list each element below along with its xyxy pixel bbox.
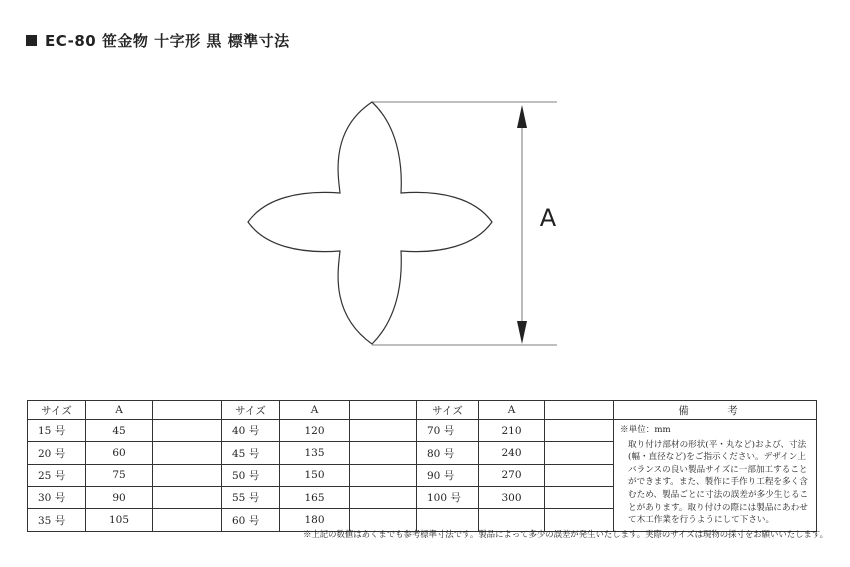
size-cell: 25 号: [28, 464, 86, 486]
blank-cell: [153, 420, 222, 442]
cross-shape-outline: [248, 102, 492, 344]
a-value-cell: 300: [479, 487, 545, 509]
size-cell: 60 号: [222, 509, 280, 531]
size-cell: 15 号: [28, 420, 86, 442]
header-biko: 備 考: [614, 401, 817, 420]
blank-cell: [350, 442, 417, 464]
biko-unit: ※単位：mm: [620, 425, 671, 435]
header-blank: [350, 401, 417, 420]
biko-text: 取り付け部材の形状(平・丸など)および、寸法(幅・直径など)をご指示ください。デザイン上バランスの良い製品サイズに一部加工することができます。また、製作に手作り工程を多く含むため、製品ごとに寸法の誤差が多少生じることがあります。取り付けの際には製品にあわせて木工作業を行うようにして下さい。: [628, 439, 809, 526]
size-cell: 20 号: [28, 442, 86, 464]
header-blank: [153, 401, 222, 420]
dimension-arrow-down-icon: [517, 321, 527, 344]
a-value-cell: 150: [280, 464, 350, 486]
size-cell: 40 号: [222, 420, 280, 442]
a-value-cell: 105: [86, 509, 153, 531]
a-value-cell: 180: [280, 509, 350, 531]
size-cell: 70 号: [417, 420, 479, 442]
blank-cell: [153, 487, 222, 509]
dimension-label: A: [539, 204, 557, 232]
dimension-arrow-up-icon: [517, 105, 527, 128]
size-cell: 55 号: [222, 487, 280, 509]
header-size: サイズ: [28, 401, 86, 420]
blank-cell: [545, 442, 614, 464]
table-header-row: [28, 401, 817, 420]
size-table: [27, 400, 817, 532]
blank-cell: [545, 464, 614, 486]
blank-cell: [153, 509, 222, 531]
a-value-cell: 75: [86, 464, 153, 486]
a-value-cell: 90: [86, 487, 153, 509]
a-value-cell: 240: [479, 442, 545, 464]
header-a: A: [280, 401, 350, 420]
biko-notes: [614, 420, 817, 532]
a-value-cell: 120: [280, 420, 350, 442]
size-cell: 30 号: [28, 487, 86, 509]
size-cell: 90 号: [417, 464, 479, 486]
a-value-cell: 210: [479, 420, 545, 442]
header-size: サイズ: [417, 401, 479, 420]
blank-cell: [350, 464, 417, 486]
header-a: A: [479, 401, 545, 420]
size-cell: 80 号: [417, 442, 479, 464]
a-value-cell: 135: [280, 442, 350, 464]
blank-cell: [350, 420, 417, 442]
table-row: [28, 420, 817, 442]
a-value-cell: 270: [479, 464, 545, 486]
header-a: A: [86, 401, 153, 420]
blank-cell: [153, 442, 222, 464]
size-cell: 100 号: [417, 487, 479, 509]
blank-cell: [350, 487, 417, 509]
size-cell: 50 号: [222, 464, 280, 486]
header-size: サイズ: [222, 401, 280, 420]
header-blank: [545, 401, 614, 420]
blank-cell: [153, 464, 222, 486]
size-cell: 35 号: [28, 509, 86, 531]
blank-cell: [545, 487, 614, 509]
a-value-cell: 60: [86, 442, 153, 464]
a-value-cell: 45: [86, 420, 153, 442]
page-title-text: EC-80 笹金物 十字形 黒 標準寸法: [45, 32, 290, 50]
size-cell: 45 号: [222, 442, 280, 464]
footnote: ※上記の数値はあくまでも参考標準寸法です。製品によって多少の誤差が発生いたします。実際のサイズは現物の採寸をお願いいたします。: [303, 529, 828, 539]
a-value-cell: 165: [280, 487, 350, 509]
blank-cell: [545, 420, 614, 442]
